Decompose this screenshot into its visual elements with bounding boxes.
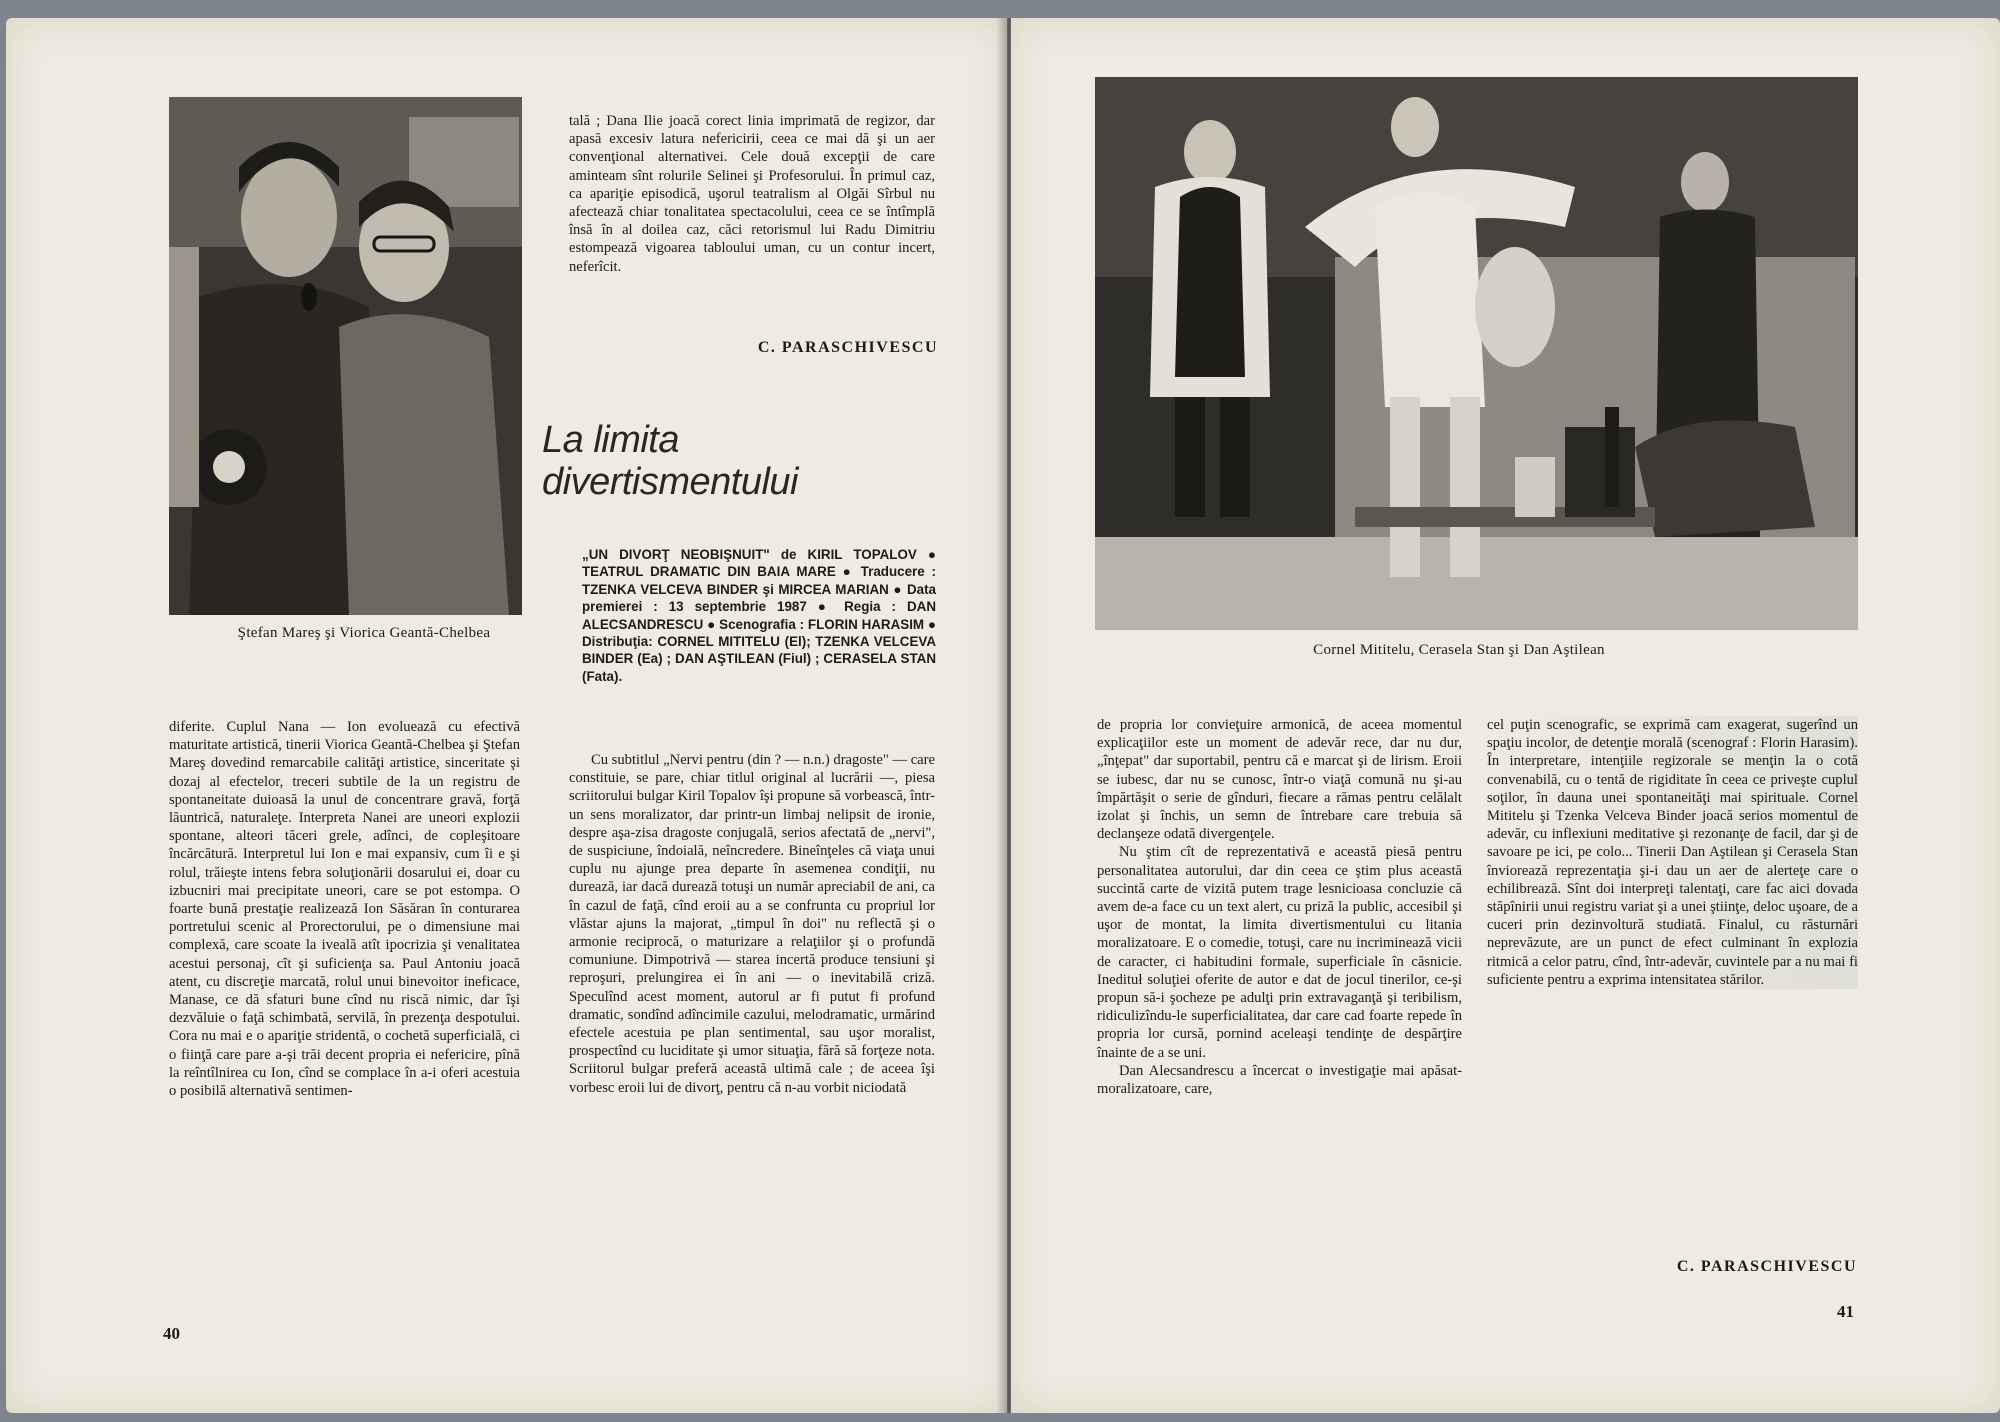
- page-number: 41: [1837, 1302, 1854, 1321]
- article-signature: C. PARASCHIVESCU: [1676, 1258, 1857, 1275]
- photo-caption: Ştefan Mareş şi Viorica Geantă-Chelbea: [237, 625, 491, 641]
- previous-article-signature: C. PARASCHIVESCU: [757, 339, 938, 356]
- stage-photo-illustration: [1095, 77, 1858, 630]
- page-number: 40: [163, 1324, 180, 1343]
- paragraph: Dan Alecsandrescu a încercat o investigaţie mai apăsat-moralizatoare, care,: [1097, 1062, 1462, 1098]
- paragraph: Cu subtitlul „Nervi pentru (din ? — n.n.) dragoste" — care constituie, se pare, chiar titlul original al lucrării —, piesa scriitorului bulgar Kiril Topalov îşi propune să vorbească, într-un sens moralizator, dar printr-un limbaj nelipsit de ironie, despre aşa-zisa dragoste conjugală, serios afectată de „nervi", de suspiciune, îndoială, neîncredere. Bineînţeles că viaţa unui cuplu nu ajunge prea departe în asemenea condiţii, nu durează, iar dacă durează totuşi un număr apreciabil de ani, ca în cazul de faţă, cînd eroii au a se confrunta cu propriul lor vlăstar ajuns la majorat, „timpul în doi" nu reflectă şi o armonie reciprocă, o maturizare a relaţiilor şi o profundă comuniune. Dimpotrivă — starea incertă produce tensiuni şi reproşuri, prelungirea ei în ani — o inevitabilă criză. Speculînd acest moment, autorul ar fi putut fi profund dramatic, sondînd adîncimile cazului, melodramatic, urmărind efectele acestuia pe plan sentimental, sau uşor moralist, prospectînd cu luciditate şi umor situaţia, fără să forţeze nota. Scriitorul bulgar preferă această ultimă cale ; de aceea îşi vorbesc eroii lui de divorţ, pentru că n-au vorbit niciodată: [569, 752, 936, 1096]
- right-page: [1011, 18, 2000, 1413]
- photo-illustration: [169, 97, 522, 615]
- left-column-2-body: [569, 751, 935, 1097]
- paragraph: tală ; Dana Ilie joacă corect linia imprimată de regizor, dar apasă excesiv latura nefericirii, ceea ce mai dă şi un aer convenţional alternativei. Cele două excepţii de care aminteam sînt rolurile Selinei şi Profesorului. În primul caz, ca apariţie episodică, uşorul teatralism al Olgăi Sîrbul nu afectează chiar tonalitatea spectacolului, ceea ce se întîmplă însă în al doilea caz, căci retorismul lui Radu Dimitriu estompează vigoarea tabloului uman, cu un contur incert, neferîcit.: [569, 113, 935, 275]
- article-title-line1: La limita: [542, 419, 679, 461]
- left-column-1: [169, 718, 520, 1100]
- paragraph: de propria lor convieţuire armonică, de aceea momentul explicaţiilor este un moment de adevăr rece, dar nu dur, „înţepat" dar suportabil, pentru că e marcat şi de lirism. Eroii se iubesc, dar nu se cunosc, într-o viaţă comună nu şi-au împărtăşit o serie de gînduri, fiecare a rămas pentru celălalt izolat şi închis, un semn de întrebare care trebuia să declanşeze odată divergenţele.: [1097, 717, 1462, 843]
- paragraph: cel puţin scenografic, se exprimă cam exagerat, sugerînd un spaţiu incolor, de detenţie morală (scenograf : Florin Harasim). În interpretare, intenţiile regizorale se menţin la o cotă convenabilă, cu o tentă de rigiditate în ceea ce priveşte cuplul soţilor, în dauna unei spontaneităţi mai spirituale. Cornel Mititelu şi Tzenka Velceva Binder joacă serios momentul de adevăr, cu inflexiuni meditative şi rezonanţe de facil, dar şi de savoare pe ici, pe colo... Tinerii Dan Aştilean şi Cerasela Stan înviorează reprezentaţia şi-i dau un aer de alerteţe care o echilibrează. Sînt doi interpreţi talentaţi, care fac aici dovada stăpînirii unui registru variat şi a unei ştiinţe, deloc uşoare, de a cuceri prin dezinvoltură studiată. Finalul, cu răsturnări neprevăzute, are un punct de efect culminant în explozia ritmică a celor patru, cînd, într-adevăr, cuvintele par a nu mai fi suficiente pentru a exprima intensitatea stărilor.: [1487, 717, 1858, 988]
- paragraph: diferite. Cuplul Nana — Ion evoluează cu efectivă maturitate artistică, tinerii Viorica Geantă-Chelbea şi Ştefan Mareş dovedind remarcabile calităţi artistice, sinceritate şi dozaj al efectelor, treceri subtile de la un registru de spontaneitate duioasă la unul de concentrare gravă, forţă lăuntrică, naturaleţe. Interpreta Nanei are uneori explozii spontane, alteori tăceri grele, adînci, de copleşitoare încărcătură. Interpretul lui Ion e mai expansiv, cum îi e şi rolul, trăieşte intens febra soluţionării dosarului ei, doar cu izbucniri mai precipitate uneori, care se pot estompa. O foarte bună prestaţie realizează Ion Săsăran în conturarea portretului scenic al Prorectorului, pe o dimensiune mai complexă, care scoate la iveală atît ipocrizia şi venalitatea acestui personaj, cît şi suficienţa sa. Paul Antoniu joacă atent, cu discreţie marcată, rolul unui binevoitor ineficace, Manase, ce dă sfaturi bune cînd nu riscă nimic, dar îşi dezvăluie o faţă schimbată, servilă, în prezenţa despotului. Cora nu mai e o apariţie stridentă, o cochetă superficială, ci o fiinţă care pare a-şi trăi decent propria ei nefericire, pînă la reîntîlnirea cu Ion, cînd se complace în a-i oferi acestuia o posibilă alternativă sentimen-: [169, 719, 520, 1100]
- photo-caption: Cornel Mititelu, Cerasela Stan şi Dan Aştilean: [1313, 642, 1605, 658]
- credits-block: [582, 546, 936, 685]
- article-title-line2: divertismentului: [542, 461, 798, 503]
- photo-stefan-mares-viorica-geanta-chelbea: [169, 97, 522, 615]
- paragraph: Nu ştim cît de reprezentativă e această piesă pentru personalitatea autorului, dar din ceea ce ştim plus această succintă carte de vizită putem trage lesnicioasa concluzie că avem de-a face cu un text alert, cu priză la public, accesibil şi uşor de montat, la limita divertismentului cu litania moralizatoare. E o comedie, totuşi, care nu incriminează vicii de caracter, ci habitudini formale, superficiale în căsnicie. Inedituł soluţiei oferite de autor e dat de jocul tinerilor, ce-şi propun să-i şocheze pe adulţi prin extravaganţă şi teribilism, ridiculizîndu-le superficialitatea, dar care cad foarte repede în propria lor cursă, pornind aceleaşi tendinţe de despărţire înainte de a se uni.: [1097, 844, 1462, 1061]
- credits-text: „UN DIVORŢ NEOBIŞNUIT" de KIRIL TOPALOV ● TEATRUL DRAMATIC DIN BAIA MARE ● Traducere : TZENKA VELCEVA BINDER şi MIRCEA MARIAN ● Data premierei : 13 septembrie 1987 ● Regia : DAN ALECSANDRESCU ● Scenografia : FLORIN HARASIM ● Distribuţia: CORNEL MITITELU (El); TZENKA VELCEVA BINDER (Ea) ; DAN AŞTILEAN (Fiul) ; CERASELA STAN (Fata).: [582, 547, 936, 684]
- left-page: [6, 18, 1007, 1413]
- right-column-2: [1487, 716, 1858, 989]
- article-title: [542, 419, 942, 503]
- photo-cornel-mititelu-cerasela-stan-dan-astilean: [1095, 77, 1858, 630]
- right-column-1: [1097, 716, 1462, 1098]
- left-column-2-top: [569, 112, 935, 276]
